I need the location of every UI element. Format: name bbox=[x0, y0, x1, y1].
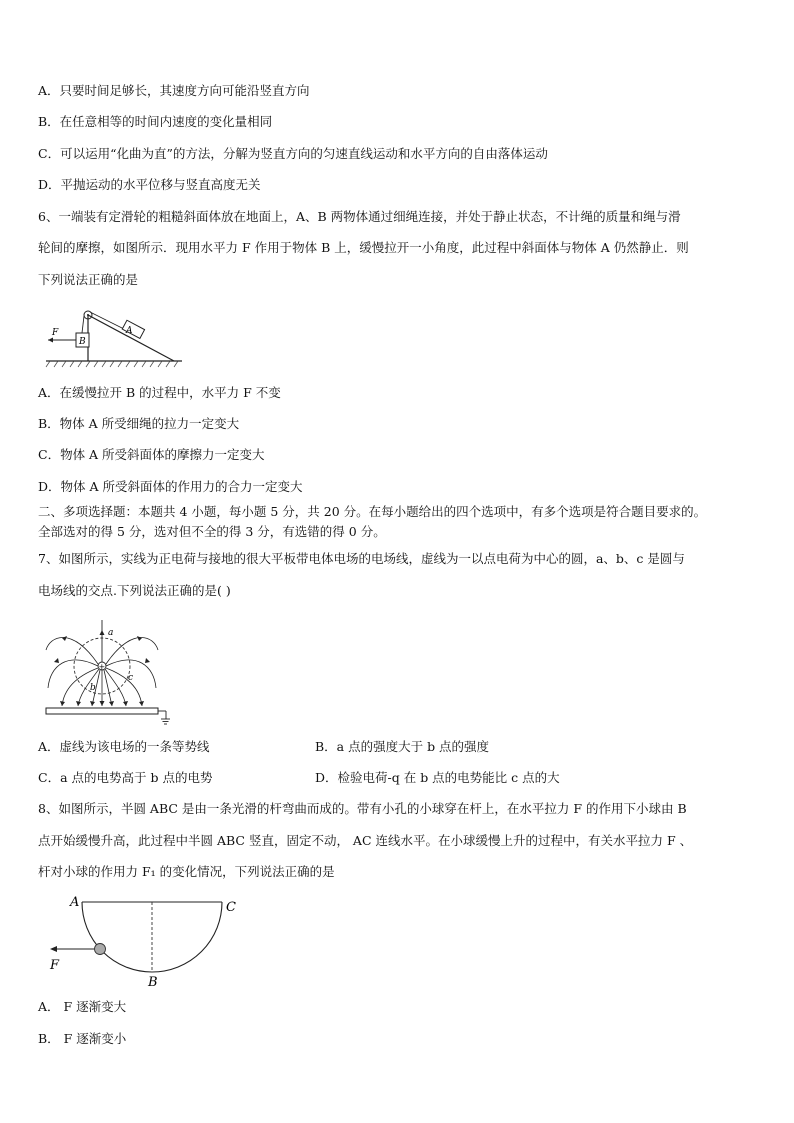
semicircle-rod-figure bbox=[44, 892, 244, 992]
point-a-label: a bbox=[108, 628, 114, 638]
q6-option-c: C．物体 A 所受斜面体的摩擦力一定变大 bbox=[38, 447, 265, 462]
incline-pulley-figure bbox=[44, 305, 184, 371]
q7-option-c: C．a 点的电势高于 b 点的电势 bbox=[38, 770, 213, 785]
force-f-label: F bbox=[52, 328, 59, 338]
block-b-label: B bbox=[79, 337, 86, 347]
q6-option-d: D．物体 A 所受斜面体的作用力的合力一定变大 bbox=[38, 479, 303, 494]
point-c-label: c bbox=[128, 673, 134, 683]
q7-stem-line-2: 电场线的交点.下列说法正确的是( ) bbox=[38, 583, 231, 598]
q8-stem-line-1: 8、如图所示，半圆 ABC 是由一条光滑的杆弯曲而成的。带有小孔的小球穿在杆上，在水平拉力 F 的作用下小球由 B bbox=[38, 801, 687, 816]
section-2-line-1: 二、多项选择题：本题共 4 小题，每小题 5 分，共 20 分。在每小题给出的四个选项中，有多个选项是符合题目要求的。 bbox=[38, 504, 707, 519]
electric-field-figure bbox=[42, 616, 170, 726]
point-a-label: A bbox=[70, 895, 80, 910]
q5-option-c: C．可以运用“化曲为直”的方法，分解为竖直方向的匀速直线运动和水平方向的自由落体运动 bbox=[38, 146, 548, 161]
q6-option-b: B．物体 A 所受细绳的拉力一定变大 bbox=[38, 416, 240, 431]
q8-option-b: B． F 逐渐变小 bbox=[38, 1031, 127, 1046]
q5-option-b: B．在任意相等的时间内速度的变化量相同 bbox=[38, 114, 273, 129]
q8-stem-line-3: 杆对小球的作用力 F₁ 的变化情况，下列说法正确的是 bbox=[38, 864, 335, 879]
q5-option-a: A．只要时间足够长，其速度方向可能沿竖直方向 bbox=[38, 83, 310, 98]
positive-charge-label: + bbox=[98, 662, 106, 672]
q7-option-a: A．虚线为该电场的一条等势线 bbox=[38, 739, 210, 754]
q6-stem-line-2: 轮间的摩擦，如图所示．现用水平力 F 作用于物体 B 上，缓慢拉开一小角度，此过程中斜面体与物体 A 仍然静止．则 bbox=[38, 240, 689, 255]
q6-stem-line-3: 下列说法正确的是 bbox=[38, 272, 139, 287]
q7-stem-line-1: 7、如图所示，实线为正电荷与接地的很大平板带电体电场的电场线，虚线为一以点电荷为中心的圆，a、b、c 是圆与 bbox=[38, 551, 685, 566]
section-2-line-2: 全部选对的得 5 分，选对但不全的得 3 分，有选错的得 0 分。 bbox=[38, 524, 386, 539]
q8-option-a: A． F 逐渐变大 bbox=[38, 999, 127, 1014]
q6-option-a: A．在缓慢拉开 B 的过程中，水平力 F 不变 bbox=[38, 385, 281, 400]
point-c-label: C bbox=[226, 900, 236, 915]
q6-stem-line-1: 6、一端装有定滑轮的粗糙斜面体放在地面上，A、B 两物体通过细绳连接，并处于静止状态，不计绳的质量和绳与滑 bbox=[38, 209, 681, 224]
point-b-label: B bbox=[148, 975, 158, 990]
force-f-label: F bbox=[50, 958, 60, 973]
block-a-label: A bbox=[126, 326, 133, 336]
q7-option-d: D．检验电荷-q 在 b 点的电势能比 c 点的大 bbox=[315, 770, 560, 785]
point-b-label: b bbox=[90, 683, 96, 693]
q5-option-d: D．平抛运动的水平位移与竖直高度无关 bbox=[38, 177, 261, 192]
q8-stem-line-2: 点开始缓慢升高，此过程中半圆 ABC 竖直，固定不动， AC 连线水平。在小球缓慢上升的过程中，有关水平拉力 F 、 bbox=[38, 833, 693, 848]
q7-option-b: B．a 点的强度大于 b 点的强度 bbox=[315, 739, 490, 754]
